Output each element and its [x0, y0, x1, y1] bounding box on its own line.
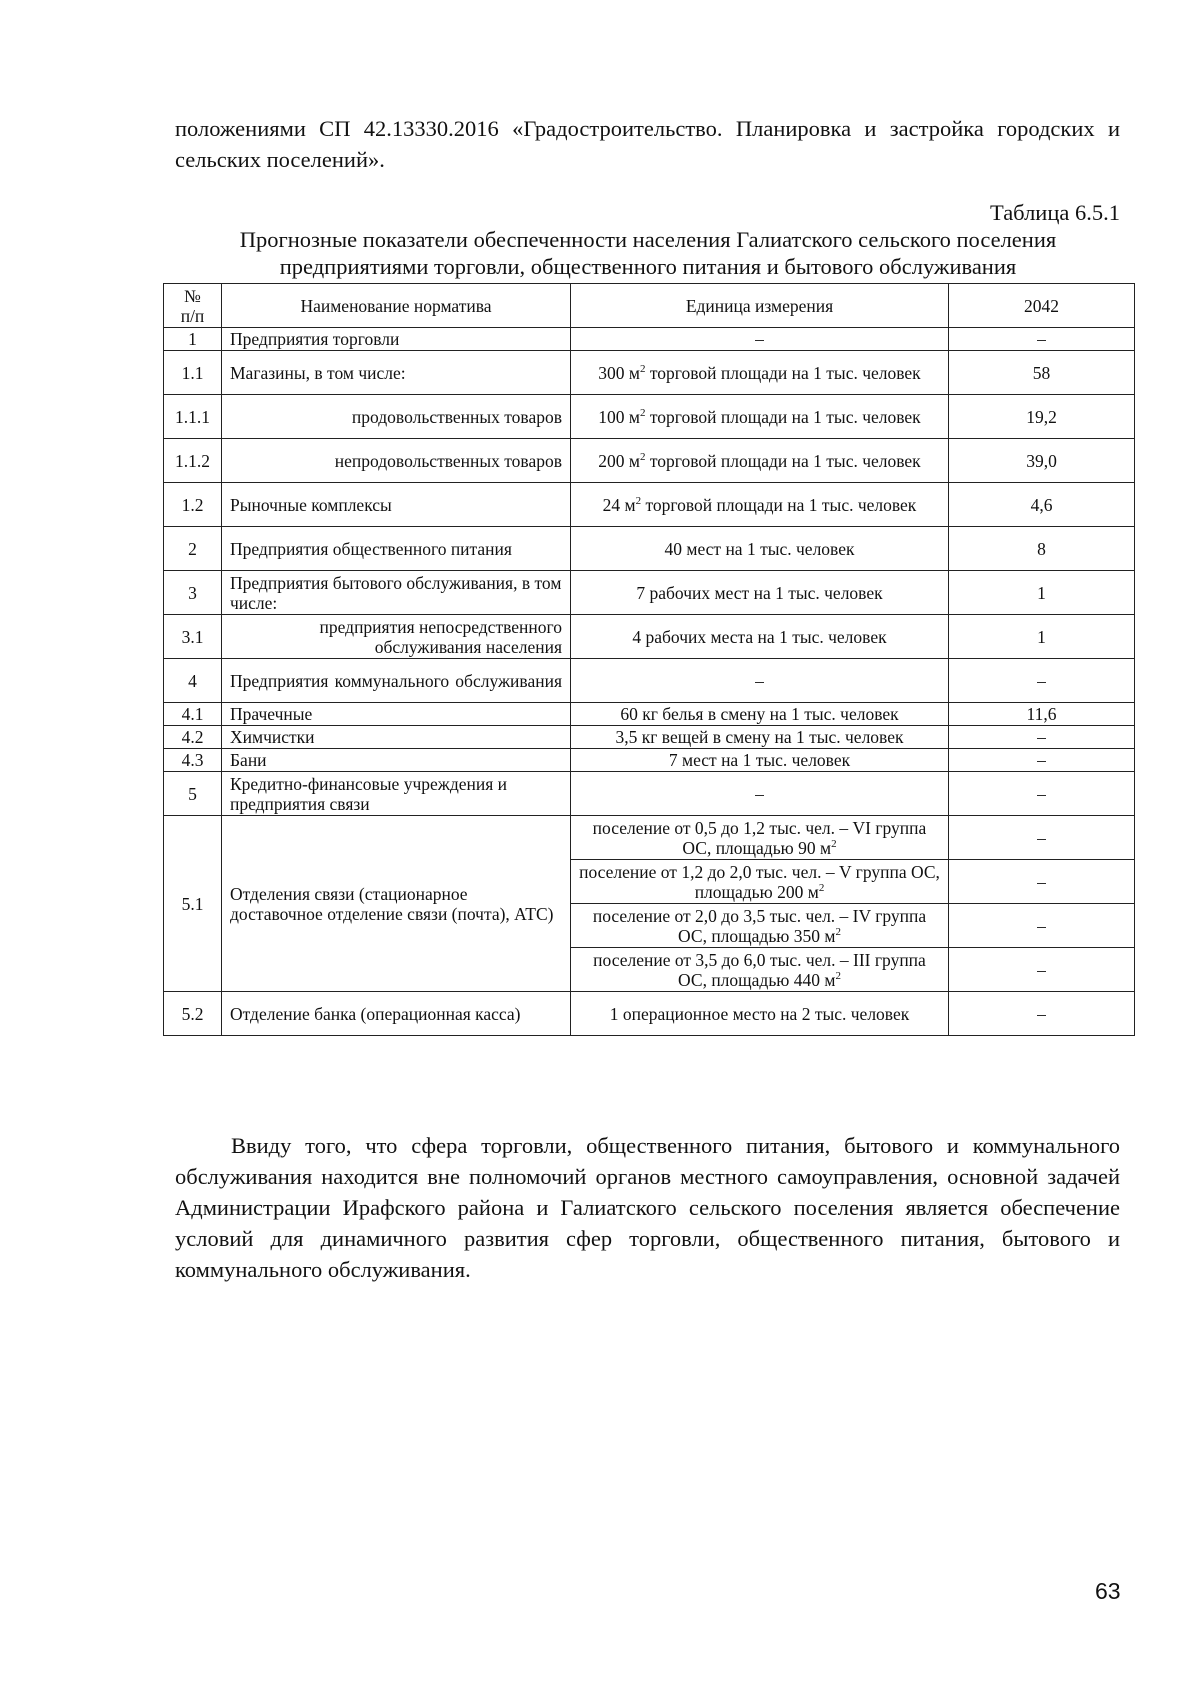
page-number: 63 — [1095, 1578, 1121, 1604]
row-value: 4,6 — [949, 483, 1135, 527]
row-value: – — [949, 328, 1135, 351]
table-title — [163, 226, 1133, 280]
row-unit — [571, 439, 949, 483]
table-row — [164, 351, 1135, 395]
row-name: Бани — [222, 749, 571, 772]
row-value: – — [949, 772, 1135, 816]
unit-superscript: 2 — [818, 881, 825, 894]
row-name: предприятия непосредственного обслуживания населения — [222, 615, 571, 659]
row-unit: 7 мест на 1 тыс. человек — [571, 749, 949, 772]
row-value: – — [949, 749, 1135, 772]
table-row — [164, 772, 1135, 816]
table-header-row — [164, 284, 1135, 328]
unit-text: торговой площади на 1 тыс. человек — [641, 494, 917, 515]
row-unit — [571, 351, 949, 395]
row-num: 3 — [164, 571, 222, 615]
unit-text: 200 м — [598, 450, 640, 471]
unit-superscript: 2 — [635, 494, 642, 507]
row-value: 1 — [949, 571, 1135, 615]
row-num: 5.1 — [164, 816, 222, 992]
row-unit — [571, 860, 949, 904]
row-num: 1.1 — [164, 351, 222, 395]
table-row — [164, 615, 1135, 659]
unit-text: 300 м — [598, 362, 640, 383]
row-value: 58 — [949, 351, 1135, 395]
header-name: Наименование норматива — [222, 284, 571, 328]
table-row — [164, 816, 1135, 860]
row-value: 8 — [949, 527, 1135, 571]
table-row — [164, 749, 1135, 772]
row-value: – — [949, 726, 1135, 749]
row-value: – — [949, 948, 1135, 992]
header-num-line-2: п/п — [180, 305, 205, 326]
table-row — [164, 527, 1135, 571]
row-name: Отделения связи (стационарное доставочное отделение связи (почта), АТС) — [222, 816, 571, 992]
intro-text: положениями СП 42.13330.2016 «Градостроительство. Планировка и застройка городских и сельских поселений». — [175, 116, 1120, 172]
unit-text: поселение от 1,2 до 2,0 тыс. чел. – V группа ОС, площадью 200 м — [579, 861, 940, 902]
row-unit — [571, 816, 949, 860]
table-row — [164, 328, 1135, 351]
row-num: 4 — [164, 659, 222, 703]
row-unit: – — [571, 659, 949, 703]
row-name: продовольственных товаров — [222, 395, 571, 439]
unit-superscript: 2 — [640, 450, 646, 463]
row-name: Химчистки — [222, 726, 571, 749]
row-num: 5.2 — [164, 992, 222, 1036]
intro-paragraph — [175, 113, 1120, 175]
row-num: 1.1.2 — [164, 439, 222, 483]
row-unit — [571, 395, 949, 439]
unit-text: поселение от 0,5 до 1,2 тыс. чел. – VI группа ОС, площадью 90 м — [592, 817, 927, 858]
row-name: Предприятия бытового обслуживания, в том числе: — [222, 571, 571, 615]
row-name: Предприятия коммунального обслуживания — [222, 659, 571, 703]
norms-table — [163, 283, 1135, 1036]
header-year: 2042 — [949, 284, 1135, 328]
row-name: Рыночные комплексы — [222, 483, 571, 527]
row-unit: – — [571, 328, 949, 351]
unit-superscript: 2 — [640, 362, 646, 375]
row-value: 19,2 — [949, 395, 1135, 439]
row-num: 1.1.1 — [164, 395, 222, 439]
row-num: 1 — [164, 328, 222, 351]
unit-text: торговой площади на 1 тыс. человек — [645, 450, 921, 471]
table-row — [164, 483, 1135, 527]
unit-superscript: 2 — [835, 969, 841, 982]
unit-text: 100 м — [598, 406, 640, 427]
row-name: Предприятия общественного питания — [222, 527, 571, 571]
header-num — [164, 284, 222, 328]
row-unit: 1 операционное место на 2 тыс. человек — [571, 992, 949, 1036]
unit-superscript: 2 — [640, 406, 646, 419]
table-row — [164, 659, 1135, 703]
row-value: – — [949, 992, 1135, 1036]
row-value: 39,0 — [949, 439, 1135, 483]
row-value: – — [949, 816, 1135, 860]
row-value: – — [949, 659, 1135, 703]
row-num: 5 — [164, 772, 222, 816]
table-row — [164, 726, 1135, 749]
unit-superscript: 2 — [835, 925, 841, 938]
unit-text: торговой площади на 1 тыс. человек — [645, 406, 921, 427]
row-name: Отделение банка (операционная касса) — [222, 992, 571, 1036]
row-unit: 60 кг белья в смену на 1 тыс. человек — [571, 703, 949, 726]
unit-text: торговой площади на 1 тыс. человек — [645, 362, 921, 383]
unit-text: поселение от 3,5 до 6,0 тыс. чел. – III группа ОС, площадью 440 м — [593, 949, 926, 990]
unit-superscript: 2 — [831, 837, 837, 850]
table-title-line-1: Прогнозные показатели обеспеченности населения Галиатского сельского поселения — [239, 227, 1057, 252]
row-value: 11,6 — [949, 703, 1135, 726]
row-name: Магазины, в том числе: — [222, 351, 571, 395]
row-value: – — [949, 860, 1135, 904]
table-row — [164, 992, 1135, 1036]
table-title-line-2: предприятиями торговли, общественного питания и бытового обслуживания — [279, 254, 1017, 279]
closing-paragraph — [175, 1130, 1120, 1285]
unit-text: поселение от 2,0 до 3,5 тыс. чел. – IV группа ОС, площадью 350 м — [592, 905, 927, 946]
row-name: Прачечные — [222, 703, 571, 726]
row-num: 1.2 — [164, 483, 222, 527]
row-unit — [571, 948, 949, 992]
table-row — [164, 703, 1135, 726]
unit-text: 24 м — [602, 494, 636, 515]
table-row — [164, 439, 1135, 483]
row-unit: 4 рабочих места на 1 тыс. человек — [571, 615, 949, 659]
row-unit: 3,5 кг вещей в смену на 1 тыс. человек — [571, 726, 949, 749]
row-name: Предприятия торговли — [222, 328, 571, 351]
row-num: 4.3 — [164, 749, 222, 772]
row-num: 3.1 — [164, 615, 222, 659]
closing-text: Ввиду того, что сфера торговли, общественного питания, бытового и коммунального обслуживания находится вне полномочий органов местного самоуправления, основной задачей Администрации Ирафского района и Галиатского сельского поселения является обеспечение условий для динамичного развития сфер торговли, общественного питания, бытового и коммунального обслуживания. — [175, 1133, 1120, 1282]
row-unit — [571, 904, 949, 948]
row-unit: 7 рабочих мест на 1 тыс. человек — [571, 571, 949, 615]
row-num: 2 — [164, 527, 222, 571]
row-value: – — [949, 904, 1135, 948]
table-row — [164, 395, 1135, 439]
row-name: Кредитно-финансовые учреждения и предприятия связи — [222, 772, 571, 816]
table-number: Таблица 6.5.1 — [990, 200, 1120, 225]
header-num-line-1: № — [184, 285, 201, 306]
header-unit: Единица измерения — [571, 284, 949, 328]
row-value: 1 — [949, 615, 1135, 659]
row-num: 4.2 — [164, 726, 222, 749]
row-unit — [571, 483, 949, 527]
row-num: 4.1 — [164, 703, 222, 726]
row-unit: – — [571, 772, 949, 816]
row-unit: 40 мест на 1 тыс. человек — [571, 527, 949, 571]
row-name: непродовольственных товаров — [222, 439, 571, 483]
table-row — [164, 571, 1135, 615]
